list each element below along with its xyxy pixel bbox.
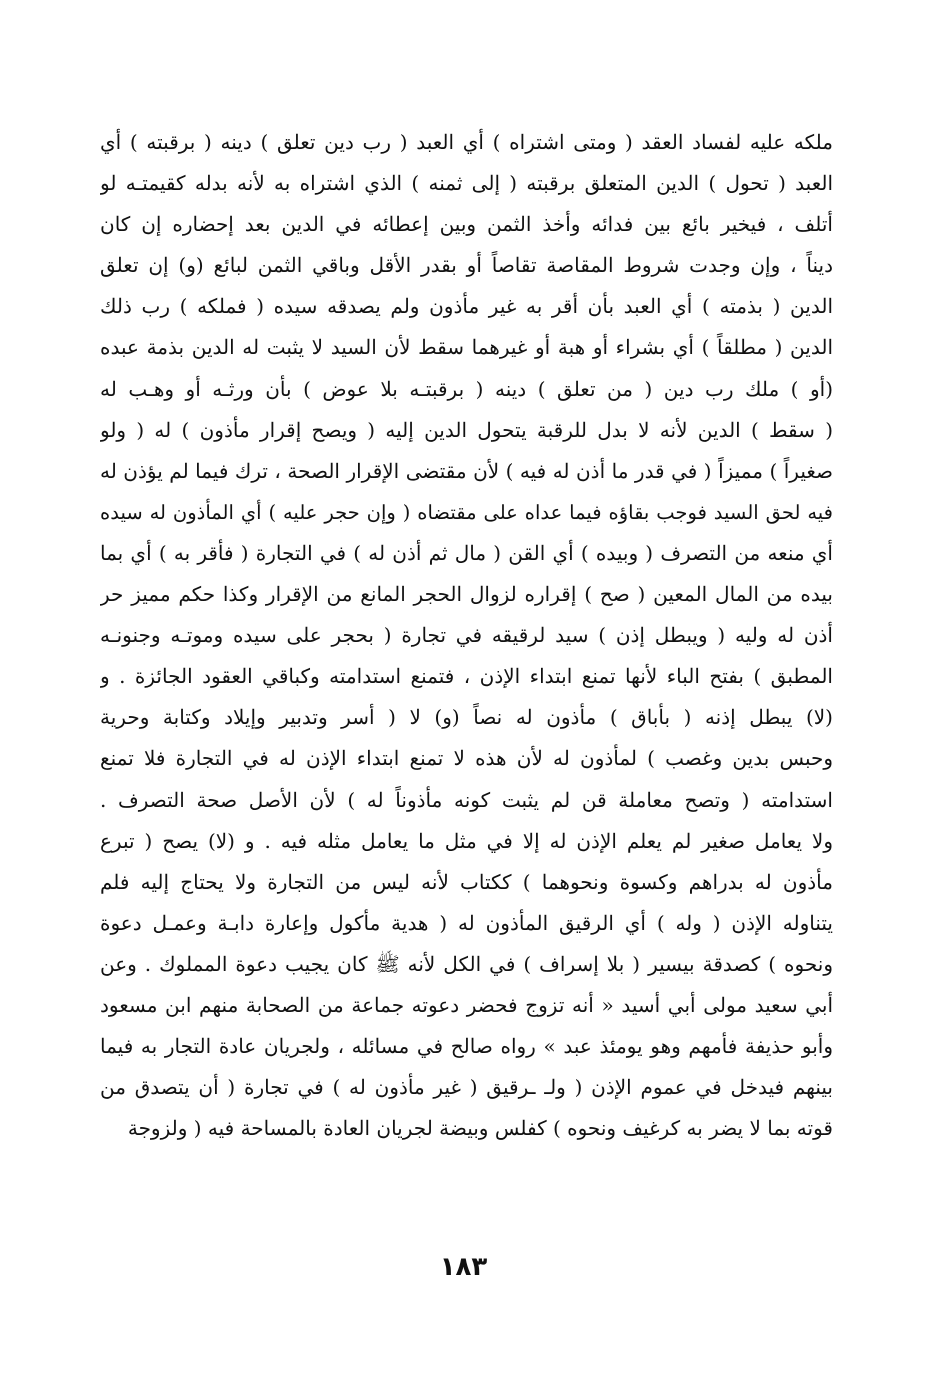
text-line: أذن له وليه ( ويبطل إذن ) سيد لرقيقه في تجارة ( بحجر على سيده وموتـه وجنونـه — [100, 623, 833, 648]
text-line: ( سقط ) الدين لأنه لا بدل للرقبة يتحول الدين إليه ( ويصح إقرار مأذون ) له ( ولو — [100, 417, 833, 442]
text-line: ديناً ، وإن وجدت شروط المقاصة تقاصاً أو بقدر الأقل وباقي الثمن لبائع (و) إن تعلق — [100, 253, 833, 278]
text-line: (أو ) ملك رب دين ( من تعلق ) دينه ( برقبتـه بلا عوض ) بأن ورثـه أو وهـب له — [100, 376, 833, 401]
text-line: قوته بما لا يضر به كرغيف ونحوه ) كفلس وبيضة لجريان العادة بالمساحة فيه ( ولزوجة — [127, 1116, 833, 1141]
text-line: ونحوه ) كصدقة بيسير ( بلا إسراف ) في الكل لأنه ﷺ كان يجيب دعوة المملوك . وعن — [100, 951, 833, 976]
text-line: مأذون له بدراهم وكسوة ونحوهما ) ككتاب لأنه ليس من التجارة ولا يحتاج إليه فلم — [100, 869, 833, 894]
text-line: الدين ( مطلقاً ) أي بشراء أو هبة أو غيرهما سقط لأن السيد لا يثبت له الدين بذمة عبده — [100, 335, 833, 360]
text-line: ولا يعامل صغير لم يعلم الإذن له إلا في مثل ما يعامل مثله فيه . و (لا) يصح ( تبرع — [100, 828, 833, 853]
text-line: وحبس بدين وغصب ) لمأذون له لأن هذه لا تمنع ابتداء الإذن له في التجارة فلا تمنع — [100, 746, 833, 771]
text-line: بينهم فيدخل في عموم الإذن ( ولـ ـرقيق ( غير مأذون له ) في تجارة ( أن يتصدق من — [100, 1075, 833, 1100]
text-line: وأبو حذيفة فأمهم وهو يومئذ عبد » رواه صالح في مسائله ، ولجريان عادة التجار به فيما — [100, 1034, 833, 1059]
text-line: المطبق ) بفتح الباء لأنها تمنع ابتداء الإذن ، فتمنع استدامته وكباقي العقود الجائزة . و — [100, 664, 833, 689]
text-line: أبي سعيد مولى أبي أسيد « أنه تزوج فحضر دعوته جماعة من الصحابة منهم ابن مسعود — [100, 992, 833, 1017]
text-line: يتناوله الإذن ( وله ) أي الرقيق المأذون له ( هدية مأكول وإعارة دابـة وعمـل دعوة — [100, 910, 833, 935]
text-line: ملكه عليه لفساد العقد ( ومتى اشتراه ) أي العبد ( رب دين تعلق ) دينه ( برقبته ) أي — [100, 130, 833, 154]
text-line: أي منعه من التصرف ( وبيده ) أي القن ( مال ثم أذن له ) في التجارة ( فأقر به ) أي بما — [100, 540, 833, 565]
page-number: ١٨٣ — [439, 1252, 488, 1282]
text-line: استدامته ( وتصح معاملة قن لم يثبت كونه مأذوناً له ) لأن الأصل صحة التصرف . — [100, 787, 833, 812]
text-line: بيده من المال المعين ( صح ) إقراره لزوال الحجر المانع من الإقرار وكذا حكم مميز حر — [100, 582, 833, 607]
body-text — [100, 122, 833, 1149]
text-line: أتلف ، فيخير بائع بين فدائه وأخذ الثمن وبين إعطائه في الدين بعد إحضاره إن كان — [100, 212, 833, 237]
text-line: العبد ( تحول ) الدين المتعلق برقبته ( إلى ثمنه ) الذي اشتراه به لأنه بدله كقيمتـه لو — [100, 171, 833, 196]
text-line: فيه لحق السيد فوجب بقاؤه فيما عداه على مقتضاه ( وإن حجر عليه ) أي المأذون له سيده — [100, 500, 833, 524]
text-line: الدين ( بذمته ) أي العبد بأن أقر به غير مأذون ولم يصدقه سيده ( فملكه ) رب ذلك — [100, 294, 833, 319]
text-line: صغيراً ) مميزاً ( في قدر ما أذن له فيه ) لأن مقتضى الإقرار الصحة ، ترك فيما لم يؤذن له — [100, 458, 833, 483]
text-line: (لا) يبطل إذنه ( بأباق ) مأذون له نصاً (و) لا ( أسر وتدبير وإيلاد وكتابة وحرية — [100, 705, 833, 730]
